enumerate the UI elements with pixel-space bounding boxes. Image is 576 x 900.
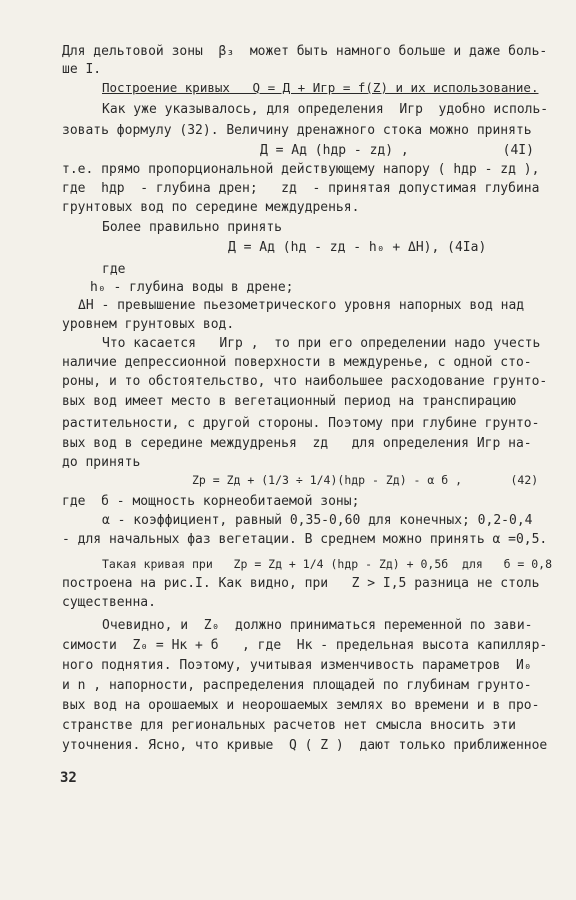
text-line xyxy=(62,658,532,674)
line-text: где б - мощность корнеобитаемой зоны; xyxy=(62,494,360,509)
line-text: уточнения. Ясно, что кривые Q ( Z ) дают только приближенное xyxy=(62,738,548,753)
line-text: Для дельтовой зоны β₃ может быть намного больше и даже боль- xyxy=(62,44,548,59)
line-text: Д = Aд (hд - zд - h₀ + ΔH), (4Ia) xyxy=(228,240,487,255)
text-line xyxy=(62,595,156,611)
line-text: наличие депрессионной поверхности в междуренье, с одной сто- xyxy=(62,355,532,370)
line-text: Очевидно, и Z₀ должно приниматься переменной по зави- xyxy=(102,618,533,633)
line-text: до принять xyxy=(62,455,141,470)
line-text: ΔH - превышение пьезометрического уровня напорных вод над xyxy=(78,298,525,313)
line-text: ше I. xyxy=(62,62,102,77)
line-text: Построение кривых Q = Д + Игр = f(Z) и их использование. xyxy=(102,80,539,95)
line-text: - для начальных фаз вегетации. В среднем можно принять α =0,5. xyxy=(62,532,548,547)
text-line xyxy=(90,280,294,296)
text-line xyxy=(78,298,524,314)
text-line xyxy=(62,44,547,60)
line-text: уровнем грунтовых вод. xyxy=(62,317,235,332)
text-line xyxy=(102,618,532,634)
line-text: h₀ - глубина воды в дрене; xyxy=(90,280,294,295)
line-text: существенна. xyxy=(62,595,156,610)
line-text: Более правильно принять xyxy=(102,220,283,235)
line-text: где xyxy=(102,262,126,277)
text-line xyxy=(62,718,516,734)
text-line xyxy=(62,436,532,452)
text-line xyxy=(102,220,282,236)
text-line xyxy=(62,200,359,216)
text-line xyxy=(62,162,539,178)
formula-41a xyxy=(228,240,486,256)
text-line xyxy=(62,576,539,592)
page-number: 32 xyxy=(60,770,77,786)
text-line xyxy=(102,102,548,118)
text-line xyxy=(62,532,547,548)
line-text: симости Z₀ = Hк + б , где Hк - предельная высота капилляр- xyxy=(62,638,548,653)
text-line xyxy=(62,181,539,197)
section-heading xyxy=(102,80,539,96)
text-line xyxy=(62,123,532,139)
line-text: странстве для региональных расчетов нет смысла вносить эти xyxy=(62,718,516,733)
line-text: растительности, с другой стороны. Поэтому при глубине грунто- xyxy=(62,416,540,431)
text-line xyxy=(62,638,547,654)
text-line xyxy=(62,374,547,390)
line-text: построена на рис.I. Как видно, при Z > I,5 разница не столь xyxy=(62,576,540,591)
line-text: Что касается Игр , то при его определении надо учесть xyxy=(102,336,541,351)
text-line xyxy=(62,455,140,471)
text-line xyxy=(62,416,539,432)
formula-41 xyxy=(260,143,534,159)
text-line xyxy=(62,62,101,78)
formula-42 xyxy=(192,472,538,488)
line-text: Как уже указывалось, для определения Игр удобно исполь- xyxy=(102,102,549,117)
text-line xyxy=(102,336,540,352)
text-line xyxy=(62,317,234,333)
line-text: вых вод в середине междудренья zд для определения Игр на- xyxy=(62,436,532,451)
text-line xyxy=(102,262,125,278)
line-text: где hдр - глубина дрен; zд - принятая допустимая глубина xyxy=(62,181,540,196)
text-line xyxy=(62,738,547,754)
line-text: Д = Aд (hдр - zд) , (4I) xyxy=(260,143,534,158)
text-line xyxy=(102,513,532,529)
text-line xyxy=(62,698,539,714)
text-line xyxy=(62,494,359,510)
line-text: вых вод на орошаемых и неорошаемых землях во времени и в про- xyxy=(62,698,540,713)
text-line xyxy=(62,355,532,371)
text-line xyxy=(62,678,532,694)
text-line xyxy=(102,556,552,572)
line-text: ного поднятия. Поэтому, учитывая изменчивость параметров И₀ xyxy=(62,658,532,673)
line-text: грунтовых вод по середине междудренья. xyxy=(62,200,360,215)
line-text: вых вод имеет место в вегетационный период на транспирацию xyxy=(62,394,516,409)
line-text: т.е. прямо пропорциональной действующему напору ( hдр - zд ), xyxy=(62,162,540,177)
line-text: роны, и то обстоятельство, что наибольшее расходование грунто- xyxy=(62,374,548,389)
line-text: и n , напорности, распределения площадей по глубинам грунто- xyxy=(62,678,532,693)
text-line xyxy=(62,394,516,410)
line-text: Такая кривая при Zр = Zд + 1/4 (hдр - Zд) + 0,5б для б = 0,8 xyxy=(102,557,553,571)
line-text: Zр = Zд + (1/3 ÷ 1/4)(hдр - Zд) - α б , (42) xyxy=(192,473,539,487)
line-text: α - коэффициент, равный 0,35-0,60 для конечных; 0,2-0,4 xyxy=(102,513,533,528)
line-text: зовать формулу (32). Величину дренажного стока можно принять xyxy=(62,123,532,138)
